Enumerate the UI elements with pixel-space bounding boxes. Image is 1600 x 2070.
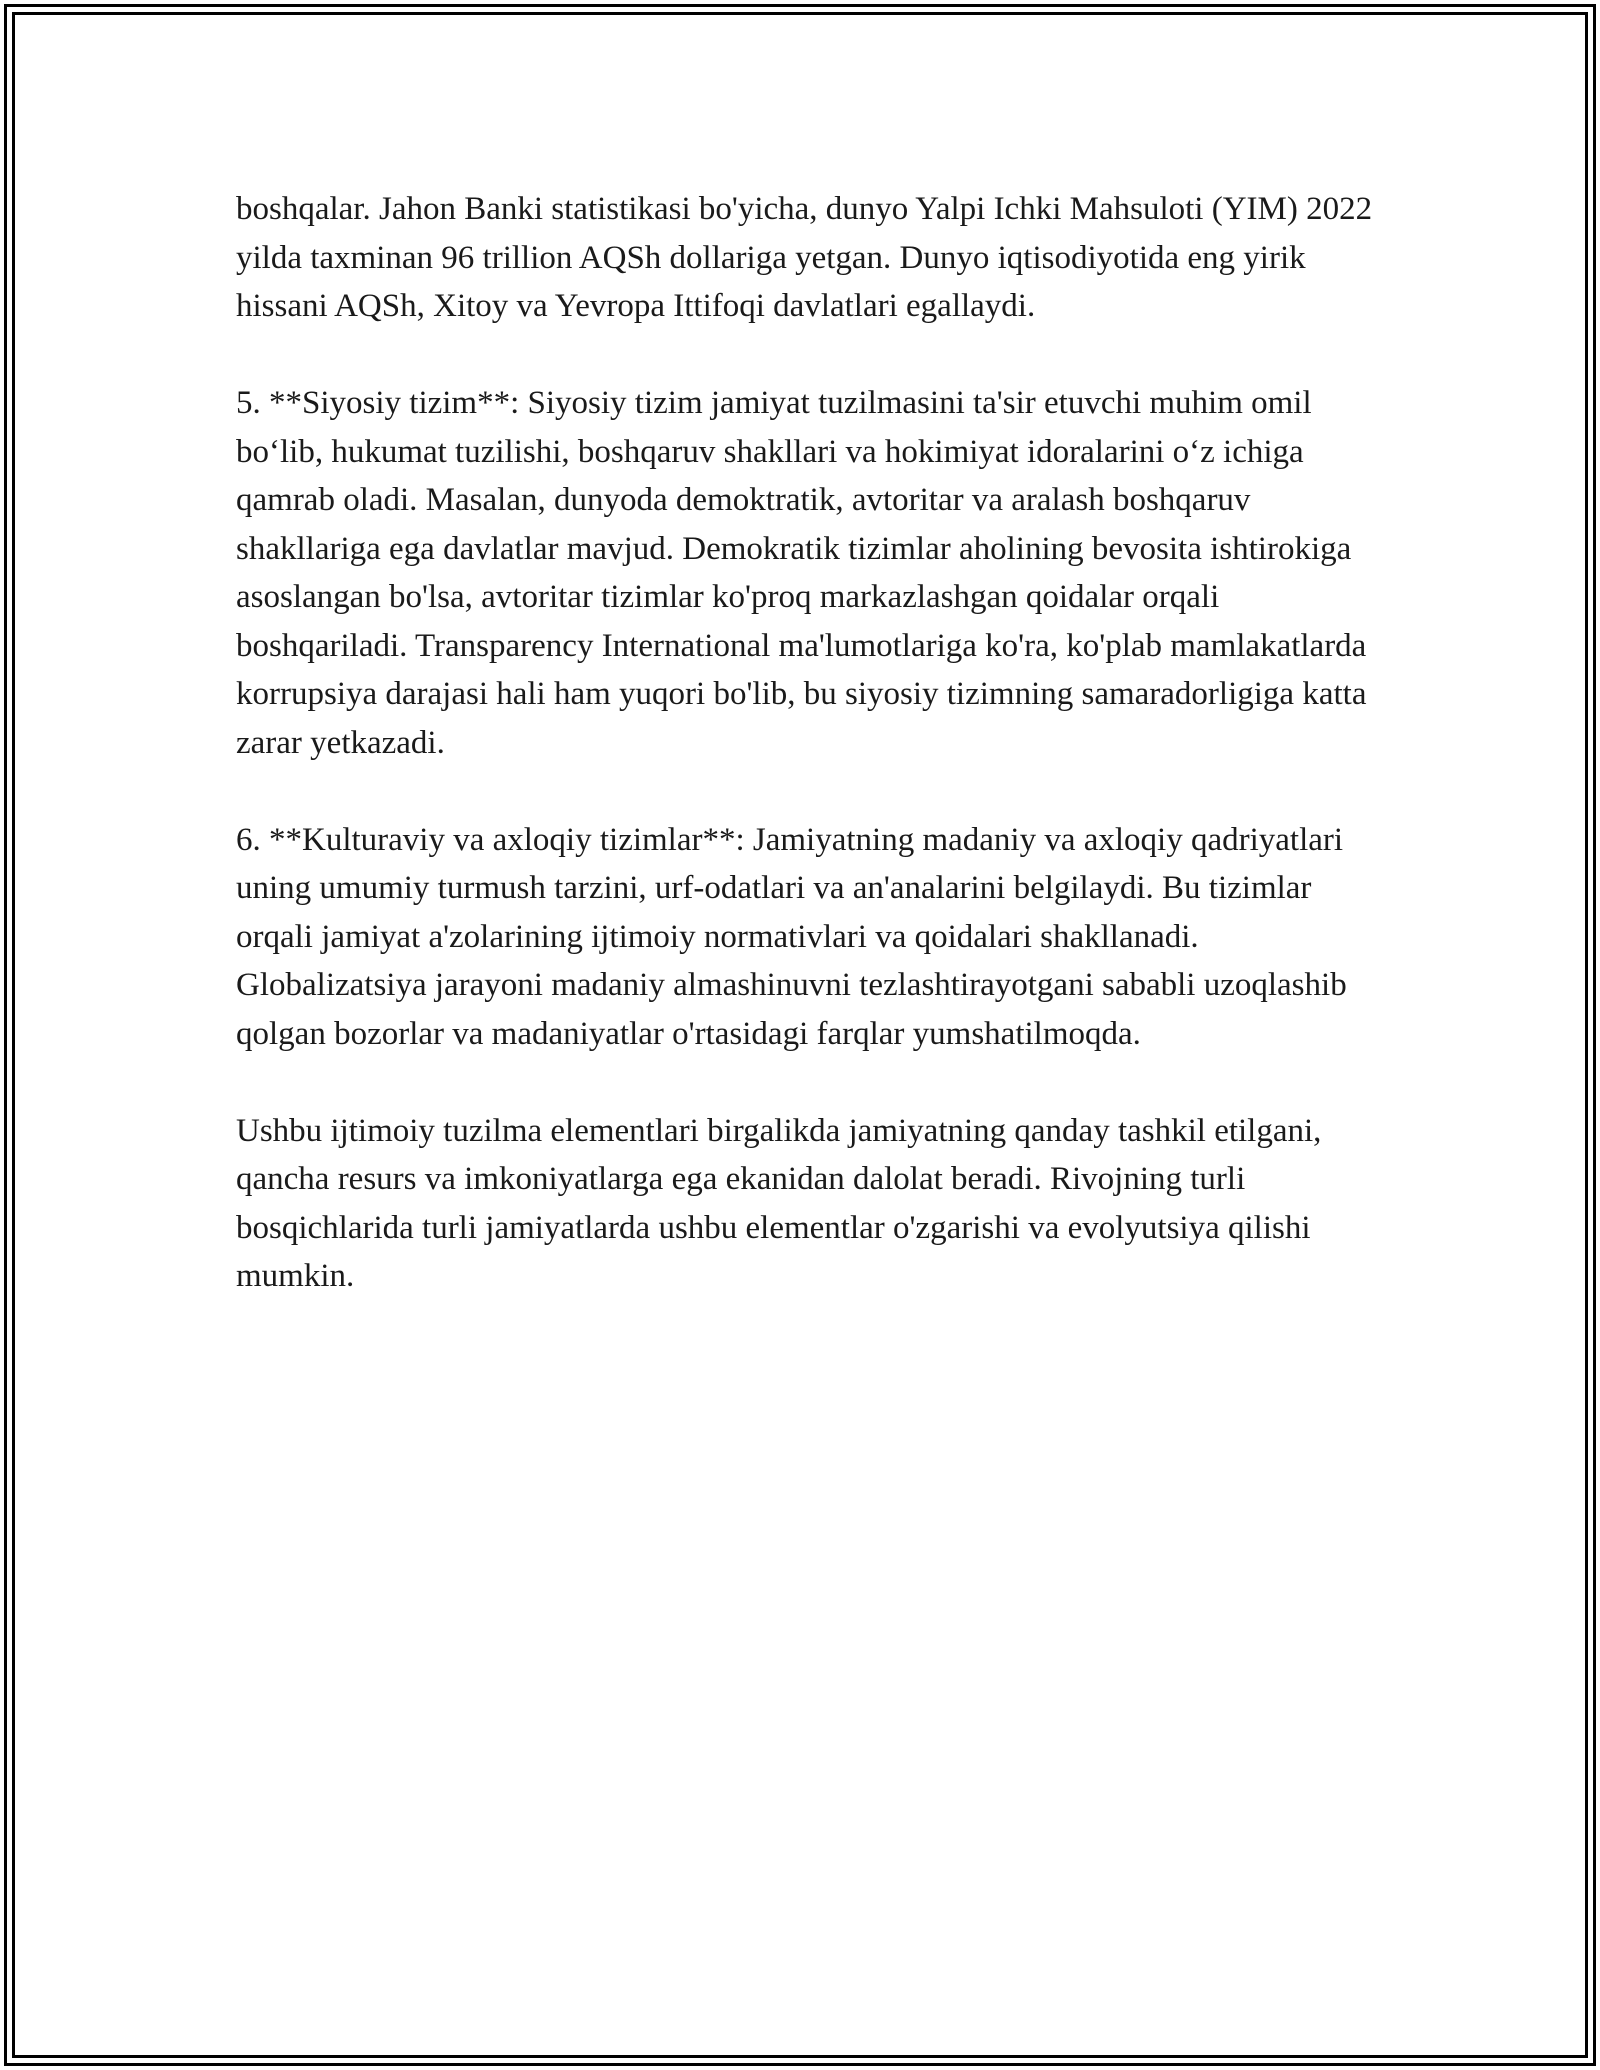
paragraph-cultural-moral-systems: 6. **Kulturaviy va axloqiy tizimlar**: Jamiyatning madaniy va axloqiy qadriyatlari uning umumiy turmush tarzini, urf-odatlari va an'analarini belgilaydi. Bu tizimlar orqali jamiyat a'zolarining ijtimoiy normativlari va qoidalari shakllanadi. Globalizatsiya jarayoni madaniy almashinuvni tezlashtirayotgani sababli uzoqlashib qolgan bozorlar va madaniyatlar o'rtasidagi farqlar yumshatilmoqda. — [236, 821, 1347, 1052]
document-body — [236, 185, 1376, 1349]
paragraph-political-system: 5. **Siyosiy tizim**: Siyosiy tizim jamiyat tuzilmasini ta'sir etuvchi muhim omil bo‘lib, hukumat tuzilishi, boshqaruv shakllari va hokimiyat idoralarini o‘z ichiga qamrab oladi. Masalan, dunyoda demoktratik, avtoritar va aralash boshqaruv shakllariga ega davlatlar mavjud. Demokratik tizimlar aholining bevosita ishtirokiga asoslangan bo'lsa, avtoritar tizimlar ko'proq markazlashgan qoidalar orqali boshqariladi. Transparency International ma'lumotlariga ko'ra, ko'plab mamlakatlarda korrupsiya darajasi hali ham yuqori bo'lib, bu siyosiy tizimning samaradorligiga katta zarar yetkazadi. — [236, 385, 1367, 761]
paragraph-conclusion: Ushbu ijtimoiy tuzilma elementlari birgalikda jamiyatning qanday tashkil etilgani, qancha resurs va imkoniyatlarga ega ekanidan dalolat beradi. Rivojning turli bosqichlarida turli jamiyatlarda ushbu elementlar o'zgarishi va evolyutsiya qilishi mumkin. — [236, 1112, 1322, 1294]
paragraph-economy-continuation: boshqalar. Jahon Banki statistikasi bo'yicha, dunyo Yalpi Ichki Mahsuloti (YIM) 2022 yilda taxminan 96 trillion AQSh dollariga yetgan. Dunyo iqtisodiyotida eng yirik hissani AQSh, Xitoy va Yevropa Ittifoqi davlatlari egallaydi. — [236, 191, 1373, 324]
